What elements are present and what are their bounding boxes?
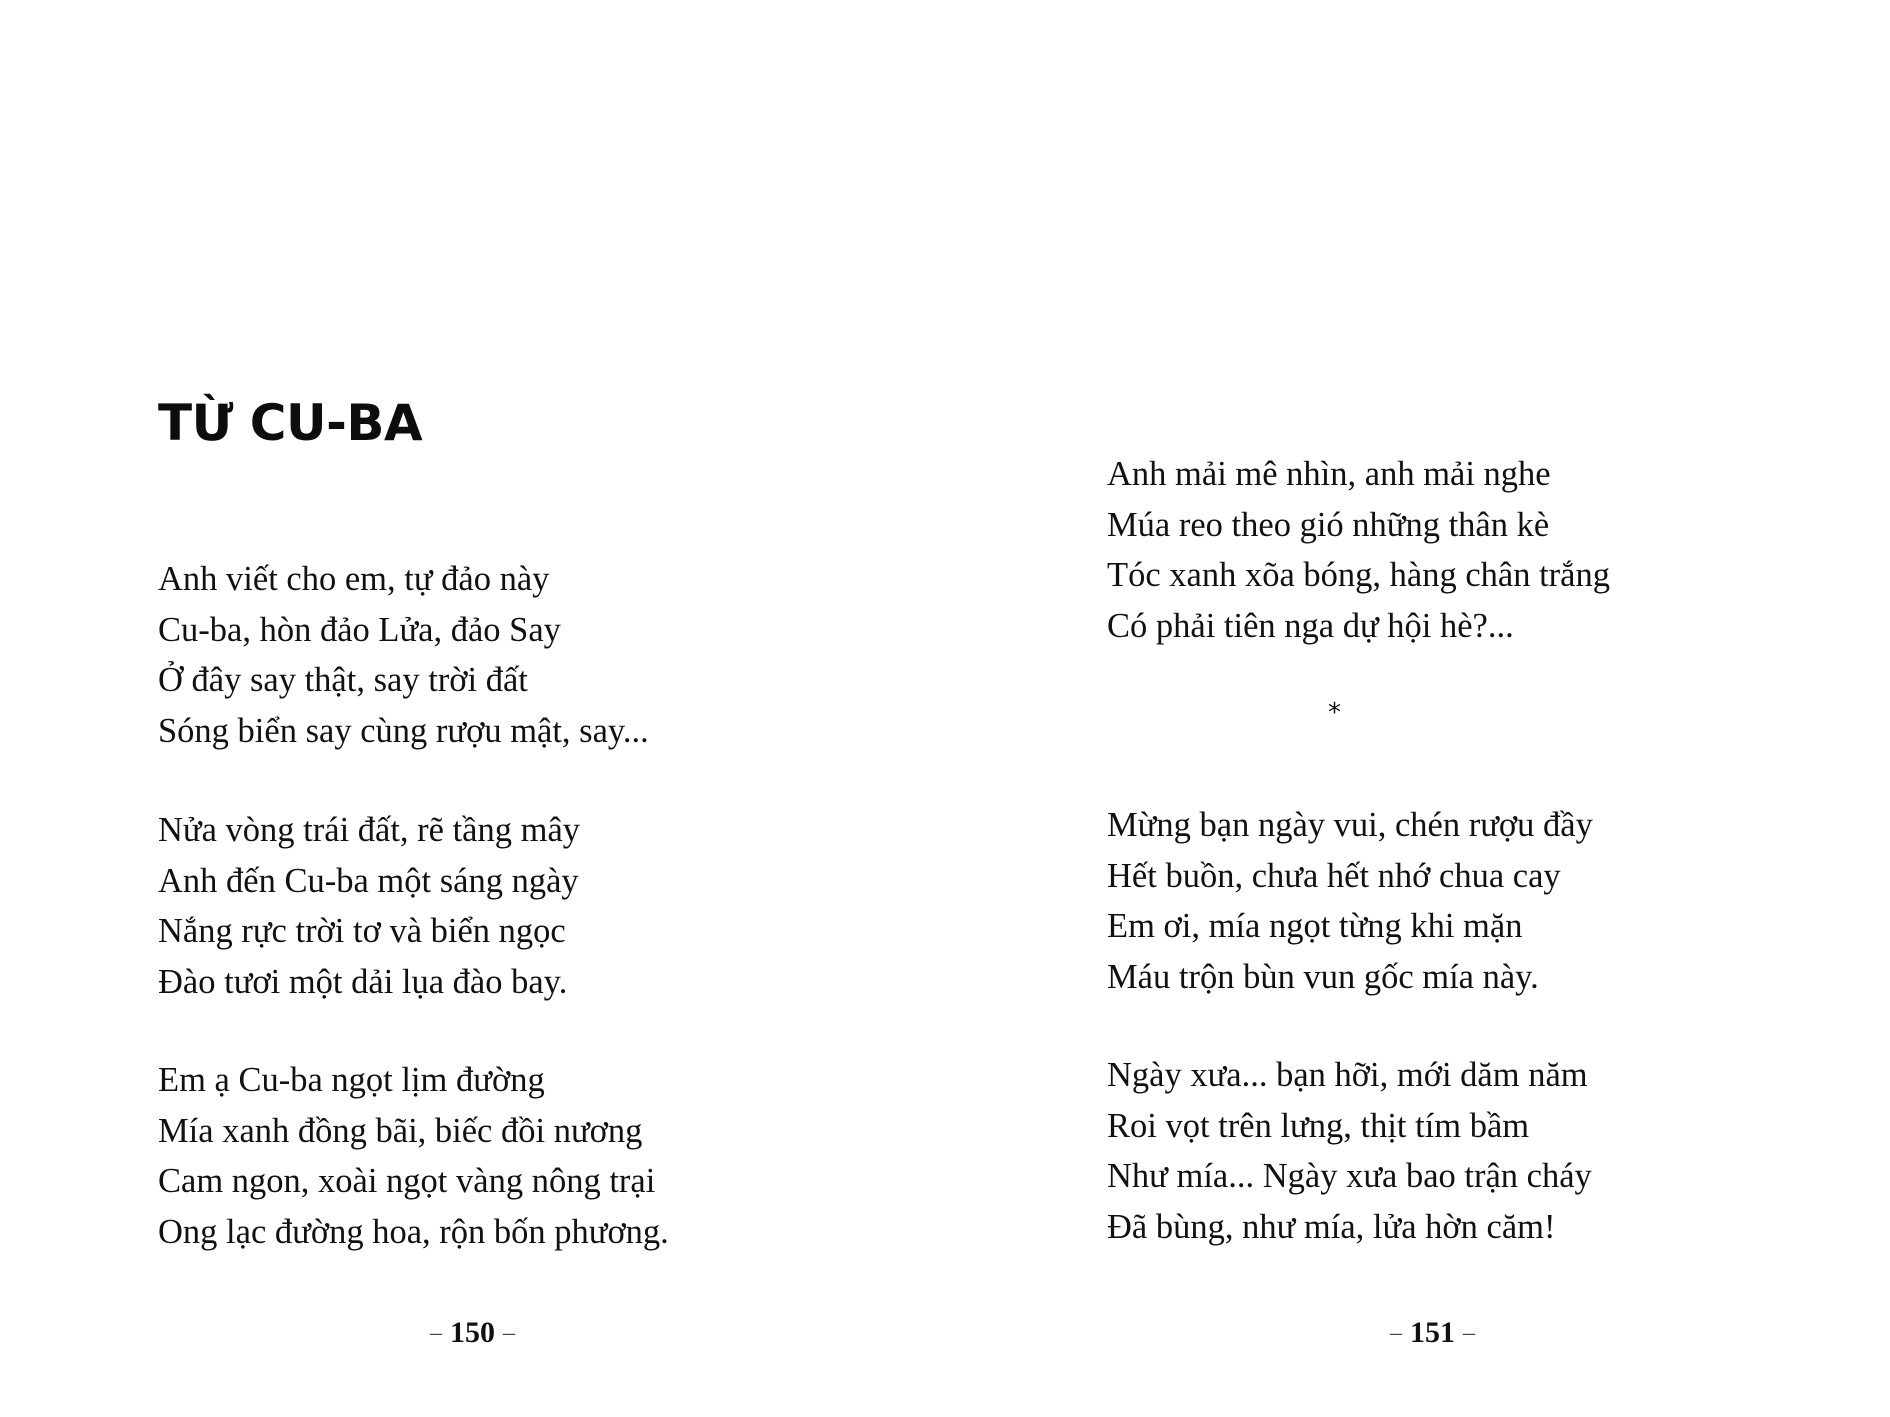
poem-line: Máu trộn bùn vun gốc mía này. (1107, 957, 1539, 996)
poem-line: Hết buồn, chưa hết nhớ chua cay (1107, 856, 1561, 895)
page-number-dash: – (503, 1320, 515, 1346)
poem-line: Em ạ Cu-ba ngọt lịm đường (158, 1061, 545, 1099)
poem-line: Cam ngon, xoài ngọt vàng nông trại (158, 1162, 656, 1200)
poem-line: Ong lạc đường hoa, rộn bốn phương. (158, 1212, 669, 1251)
page-number (430, 1318, 515, 1348)
page-number-dash: – (1463, 1320, 1475, 1346)
poem-line: Tóc xanh xõa bóng, hàng chân trắng (1107, 556, 1610, 594)
poem-line: Đã bùng, như mía, lửa hờn căm! (1107, 1207, 1556, 1246)
page-number-dash: – (430, 1320, 442, 1346)
poem-line: Có phải tiên nga dự hội hè?... (1107, 606, 1514, 645)
stanza (1107, 449, 1610, 651)
poem-line: Như mía... Ngày xưa bao trận cháy (1107, 1157, 1592, 1195)
poem-line: Anh mải mê nhìn, anh mải nghe (1107, 455, 1551, 493)
page-number (1390, 1318, 1475, 1348)
page-number-value: 150 (450, 1316, 495, 1349)
poem-line: Đào tươi một dải lụa đào bay. (158, 962, 568, 1001)
stanza (158, 554, 649, 756)
poem-line: Cu-ba, hòn đảo Lửa, đảo Say (158, 610, 561, 649)
poem-line: Ngày xưa... bạn hỡi, mới dăm năm (1107, 1056, 1588, 1094)
poem-line: Múa reo theo gió những thân kè (1107, 505, 1550, 544)
poem-title: TỪ CU-BA (158, 394, 423, 452)
stanza (158, 1055, 669, 1257)
stanza (1107, 800, 1593, 1002)
poem-line: Ở đây say thật, say trời đất (158, 661, 528, 699)
stanza (158, 805, 580, 1007)
poem-line: Mừng bạn ngày vui, chén rượu đầy (1107, 806, 1593, 844)
poem-line: Em ơi, mía ngọt từng khi mặn (1107, 907, 1523, 945)
poem-line: Anh đến Cu-ba một sáng ngày (158, 861, 579, 900)
poem-line: Mía xanh đồng bãi, biếc đồi nương (158, 1111, 643, 1150)
page-number-value: 151 (1410, 1316, 1455, 1349)
right-page (945, 0, 1890, 1417)
page-number-dash: – (1390, 1320, 1402, 1346)
poem-line: Nắng rực trời tơ và biển ngọc (158, 912, 566, 950)
poem-line: Sóng biển say cùng rượu mật, say... (158, 711, 649, 750)
poem-line: Roi vọt trên lưng, thịt tím bầm (1107, 1106, 1530, 1145)
section-separator-asterisk: * (1328, 698, 1341, 728)
poem-line: Nửa vòng trái đất, rẽ tầng mây (158, 811, 581, 849)
stanza (1107, 1050, 1592, 1252)
poem-line: Anh viết cho em, tự đảo này (158, 560, 550, 598)
